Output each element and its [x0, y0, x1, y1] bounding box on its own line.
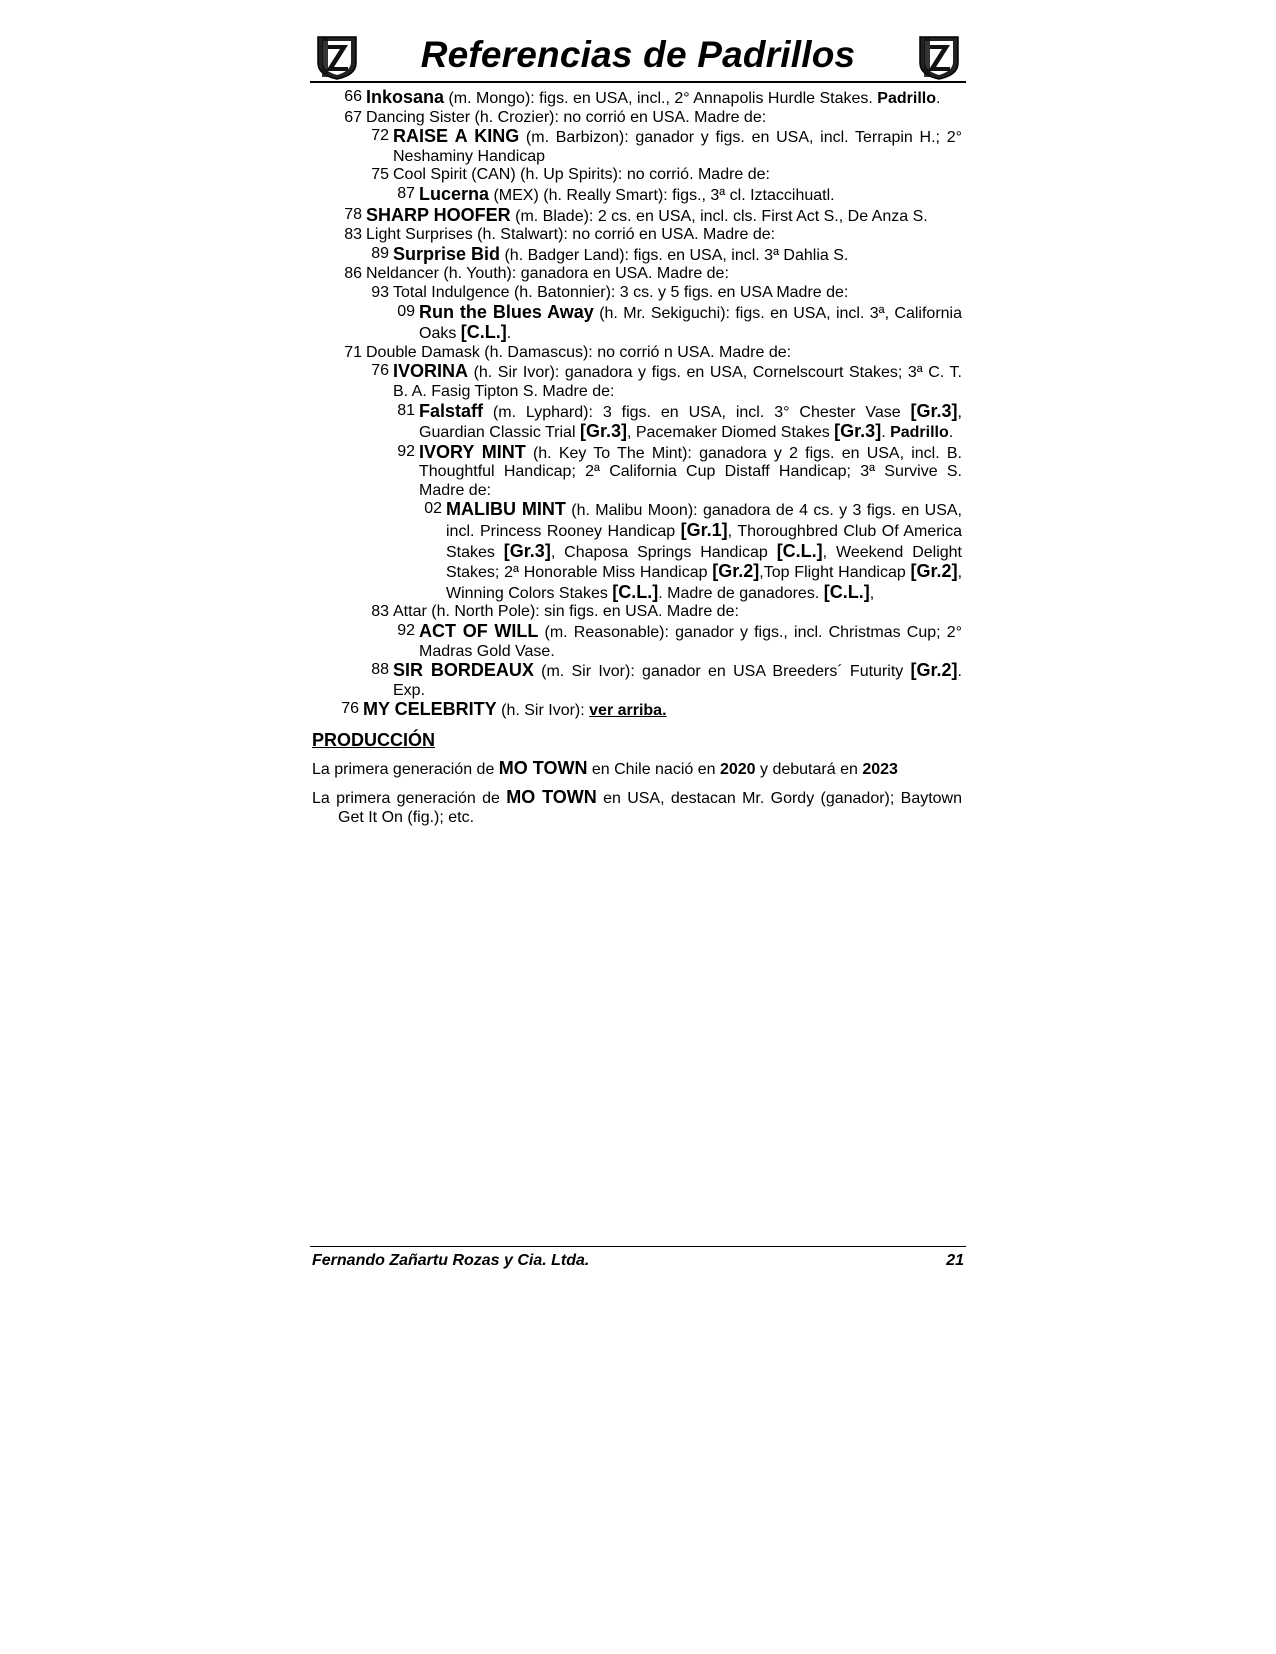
- pedigree-entry: [312, 344, 962, 363]
- entry-text: .: [948, 424, 954, 442]
- entry-text: Neldancer (h. Youth): ganadora en USA. Madre de:: [366, 265, 729, 283]
- entry-text: . Exp.: [393, 663, 962, 699]
- entry-text: Attar (h. North Pole): sin figs. en USA. Madre de:: [393, 603, 739, 621]
- pedigree-entry: [312, 622, 962, 661]
- pedigree-entry: [312, 362, 962, 401]
- pedigree-entry: [312, 284, 962, 303]
- entry-year: 76: [341, 700, 359, 718]
- race-grade: [Gr.3]: [503, 540, 551, 561]
- entry-text: (h. Badger Land): figs. en USA, incl. 3ª Dahlia S.: [500, 246, 849, 264]
- page-footer: [310, 1246, 966, 1272]
- horse-name: IVORINA: [393, 361, 469, 382]
- entry-text: Dancing Sister (h. Crozier): no corrió en USA. Madre de:: [366, 108, 767, 126]
- entry-text: , Pacemaker Diomed Stakes: [626, 424, 835, 442]
- entry-year: 87: [397, 184, 415, 202]
- entry-year: 09: [397, 302, 415, 320]
- page-title: Referencias de Padrillos: [420, 34, 856, 75]
- produccion-paragraphs: [312, 759, 962, 828]
- entry-year: 83: [344, 226, 362, 244]
- race-grade: [Gr.3]: [834, 421, 882, 442]
- paragraph-text: La primera generación de: [312, 760, 499, 778]
- entry-year: 83: [371, 603, 389, 621]
- pedigree-entry: [312, 166, 962, 185]
- race-grade: [C.L.]: [460, 322, 507, 343]
- entry-text: ver arriba.: [589, 702, 667, 720]
- entry-text: (h. Sir Ivor):: [496, 702, 590, 720]
- pedigree-entry: [312, 206, 962, 227]
- pedigree-entry: [312, 443, 962, 501]
- entry-text: .: [881, 424, 891, 442]
- entry-text: (m. Lyphard): 3 figs. en USA, incl. 3° Chester Vase: [483, 403, 911, 421]
- horse-name: SIR BORDEAUX: [393, 660, 534, 681]
- entry-year: 67: [344, 108, 362, 126]
- race-grade: [Gr.2]: [712, 561, 760, 582]
- pedigree-entry: [312, 185, 962, 206]
- entry-text: (MEX) (h. Really Smart): figs., 3ª cl. Iztaccihuatl.: [489, 186, 835, 204]
- paragraph-text: 2020: [719, 760, 756, 778]
- entry-text: (h. Sir Ivor): ganadora y figs. en USA, Cornelscourt Stakes; 3ª C. T. B. A. Fasig Tipton S. Madre de:: [393, 364, 962, 400]
- entry-text: Double Damask (h. Damascus): no corrió n USA. Madre de:: [366, 343, 792, 361]
- entry-year: 92: [397, 622, 415, 640]
- produccion-paragraph: [312, 759, 962, 780]
- entry-text: , Winning Colors Stakes: [446, 564, 963, 602]
- entry-text: (h. Malibu Moon): ganadora de 4 cs. y 3 figs. en USA, incl. Princess Rooney Handicap: [446, 502, 962, 541]
- entry-text: , Guardian Classic Trial: [419, 403, 962, 442]
- horse-name: Run the Blues Away: [419, 301, 594, 322]
- horse-name: Lucerna: [419, 183, 490, 204]
- sire-name: MO TOWN: [506, 787, 597, 808]
- entry-text: ,Top Flight Handicap: [759, 564, 911, 582]
- pedigree-entries: [312, 88, 962, 721]
- entry-text: Cool Spirit (CAN) (h. Up Spirits): no corrió. Madre de:: [393, 166, 770, 184]
- entry-year: 66: [344, 88, 362, 105]
- horse-name: Surprise Bid: [393, 243, 501, 264]
- paragraph-text: La primera generación de: [312, 790, 507, 808]
- pedigree-entry: [312, 109, 962, 128]
- pedigree-entry: [312, 603, 962, 622]
- paragraph-text: 2023: [862, 760, 898, 778]
- race-grade: [C.L.]: [776, 540, 823, 561]
- zr-logo-icon: [916, 33, 962, 81]
- entry-year: 92: [397, 442, 415, 460]
- entry-text: Padrillo: [877, 90, 936, 107]
- race-grade: [Gr.2]: [910, 561, 958, 582]
- entry-text: , Chaposa Springs Handicap: [550, 543, 777, 561]
- entry-year: 02: [424, 500, 442, 518]
- pedigree-entry: [312, 303, 962, 344]
- entry-text: (h. Mr. Sekiguchi): figs. en USA, incl. 3ª, California Oaks: [419, 304, 962, 343]
- race-grade: [C.L.]: [823, 581, 870, 602]
- page-number: 21: [946, 1252, 964, 1269]
- race-grade: [C.L.]: [612, 581, 659, 602]
- entry-text: , Thoroughbred Club Of America Stakes: [446, 523, 962, 561]
- pedigree-entry: [312, 127, 962, 166]
- entry-text: (m. Blade): 2 cs. en USA, incl. cls. First Act S., De Anza S.: [510, 207, 928, 225]
- entry-text: (m. Reasonable): ganador y figs., incl. Christmas Cup; 2° Madras Gold Vase.: [419, 624, 962, 660]
- horse-name: RAISE A KING: [393, 126, 520, 147]
- entry-text: .: [935, 90, 941, 107]
- entry-year: 76: [371, 362, 389, 380]
- entry-year: 81: [397, 401, 415, 419]
- entry-year: 71: [344, 343, 362, 361]
- entry-text: . Madre de ganadores.: [658, 584, 824, 602]
- entry-year: 72: [371, 127, 389, 145]
- pedigree-entry: [312, 265, 962, 284]
- entry-text: (m. Barbizon): ganador y figs. en USA, incl. Terrapin H.; 2° Neshaminy Handicap: [393, 129, 962, 165]
- entry-text: Total Indulgence (h. Batonnier): 3 cs. y 5 figs. en USA Madre de:: [393, 283, 849, 301]
- horse-name: ACT OF WILL: [419, 621, 539, 642]
- entry-year: 75: [371, 166, 389, 184]
- entry-text: (h. Key To The Mint): ganadora y 2 figs. en USA, incl. B. Thoughtful Handicap; 2ª California Cup Distaff Handicap; 3ª Survive S. Madre de:: [419, 444, 962, 499]
- entry-year: 86: [344, 265, 362, 283]
- entry-text: , Weekend Delight Stakes; 2ª Honorable Miss Handicap: [446, 543, 962, 582]
- horse-name: MY CELEBRITY: [363, 699, 497, 720]
- pedigree-entry: [312, 661, 962, 700]
- race-grade: [Gr.3]: [579, 421, 627, 442]
- horse-name: SHARP HOOFER: [366, 204, 511, 225]
- sire-name: MO TOWN: [498, 757, 588, 778]
- footer-rule: [310, 1246, 966, 1247]
- horse-name: Falstaff: [419, 400, 484, 421]
- horse-name: MALIBU MINT: [446, 499, 566, 520]
- entry-text: ,: [869, 584, 875, 602]
- pedigree-content: [312, 88, 962, 827]
- entry-year: 78: [344, 205, 362, 223]
- entry-text: .: [506, 325, 512, 343]
- produccion-paragraph: [312, 788, 962, 827]
- paragraph-text: en Chile nació en: [587, 760, 720, 778]
- entry-year: 89: [371, 244, 389, 262]
- pedigree-entry: [312, 500, 962, 603]
- pedigree-entry: [312, 88, 962, 109]
- entry-text: (m. Sir Ivor): ganador en USA Breeders´ Futurity: [533, 663, 911, 681]
- footer-company: Fernando Zañartu Rozas y Cia. Ltda.: [312, 1252, 590, 1269]
- paragraph-text: en USA, destacan Mr. Gordy (ganador); Baytown Get It On (fig.); etc.: [338, 790, 963, 826]
- pedigree-entry: [312, 700, 962, 721]
- entry-year: 93: [371, 283, 389, 301]
- entry-year: 88: [371, 661, 389, 679]
- horse-name: IVORY MINT: [419, 441, 526, 462]
- race-grade: [Gr.3]: [910, 400, 958, 421]
- header-rule: [310, 81, 966, 83]
- entry-text: (m. Mongo): figs. en USA, incl., 2° Annapolis Hurdle Stakes.: [444, 90, 878, 107]
- pedigree-entry: [312, 402, 962, 443]
- horse-name: Inkosana: [366, 87, 445, 107]
- race-grade: [Gr.2]: [910, 660, 958, 681]
- section-heading-produccion: PRODUCCIÓN: [312, 730, 436, 750]
- race-grade: [Gr.1]: [680, 520, 728, 541]
- paragraph-text: y debutará en: [755, 760, 863, 778]
- pedigree-entry: [312, 226, 962, 245]
- page-header: [310, 30, 966, 86]
- entry-text: Padrillo: [890, 424, 949, 442]
- pedigree-entry: [312, 245, 962, 266]
- entry-text: Light Surprises (h. Stalwart): no corrió en USA. Madre de:: [366, 226, 776, 244]
